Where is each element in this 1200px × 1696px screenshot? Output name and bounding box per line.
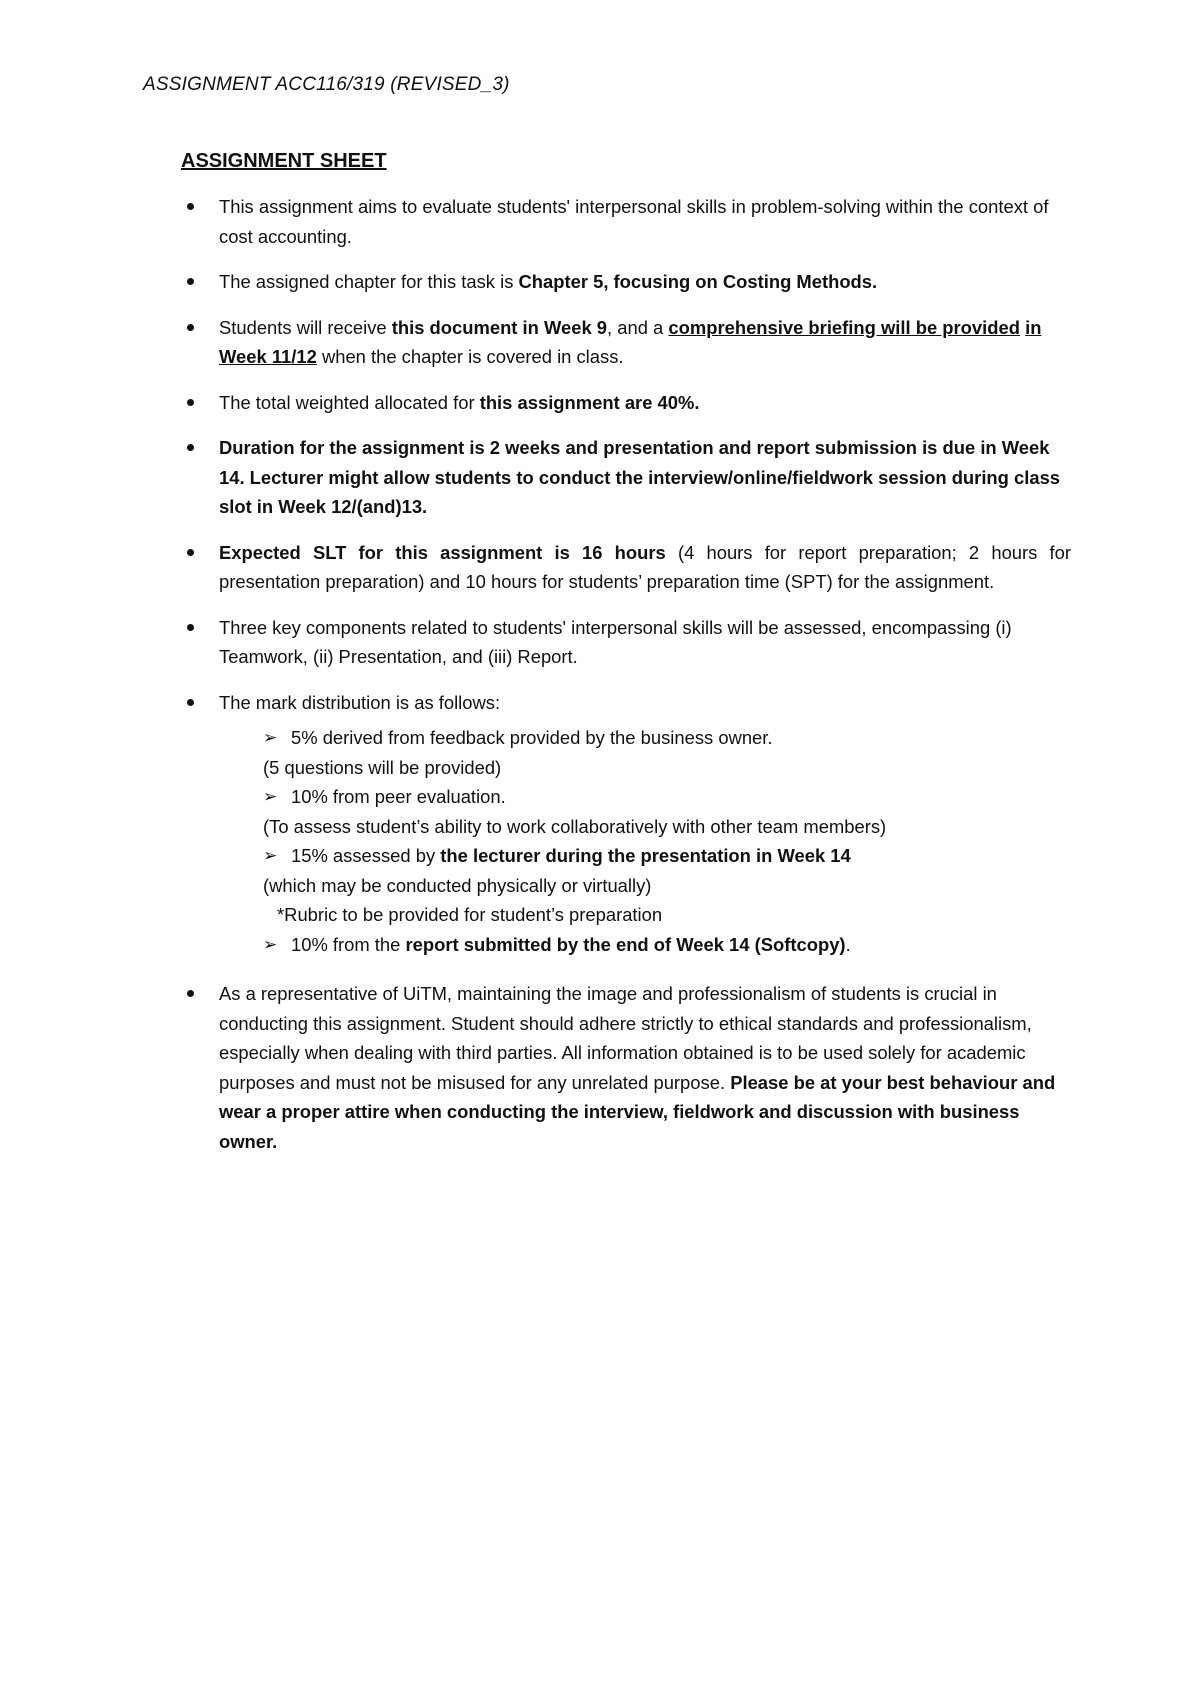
item-text-bold: Please be at your best behaviour and wear a proper attire when conducting the interview, fieldwork and discussion with business owner. — [219, 1071, 1056, 1152]
list-item — [181, 979, 1071, 1156]
mark-text: 5% derived from feedback provided by the business owner. — [291, 727, 773, 748]
list-item — [181, 433, 1071, 522]
mark-text: 10% from the — [291, 933, 406, 955]
mark-text: 15% assessed by — [291, 845, 441, 866]
bullet-dot-icon — [187, 203, 194, 210]
item-text-bold: Chapter 5, focusing on Costing Methods. — [518, 271, 878, 292]
item-text: The total weighted allocated for — [219, 391, 480, 413]
document-title: ASSIGNMENT SHEET — [181, 150, 387, 172]
list-item — [181, 192, 1071, 251]
bullet-dot-icon — [187, 324, 194, 331]
mark-item — [263, 841, 1071, 871]
bullet-dot-icon — [187, 278, 194, 285]
mark-note: (which may be conducted physically or virtually) — [263, 874, 652, 896]
item-text-bold-underlined: in Week 11/12 — [219, 316, 1042, 367]
arrow-bullet-icon: ➢ — [263, 728, 278, 747]
mark-note: (To assess student’s ability to work collaboratively with other team members) — [263, 815, 887, 837]
bullet-list — [181, 192, 1071, 1172]
mark-text-bold: the lecturer during the presentation in Week 14 — [440, 845, 851, 866]
mark-text-bold: report submitted by the end of Week 14 (Softcopy) — [405, 933, 846, 955]
item-text: This assignment aims to evaluate students' interpersonal skills in problem-solving within the context of cost accounting. — [219, 196, 1049, 247]
item-text: The mark distribution is as follows: — [219, 691, 501, 713]
bullet-dot-icon — [187, 444, 194, 451]
item-text: Three key components related to students' interpersonal skills will be assessed, encompassing (i) Teamwork, (ii) Presentation, and (iii) Report. — [219, 616, 1012, 667]
bullet-dot-icon — [187, 990, 194, 997]
list-item — [181, 688, 1071, 960]
arrow-bullet-icon: ➢ — [263, 846, 278, 865]
item-text: , and a — [607, 316, 669, 338]
mark-text: . — [845, 933, 851, 955]
item-text: The assigned chapter for this task is — [219, 271, 519, 292]
list-item — [181, 613, 1071, 672]
mark-distribution-list — [263, 723, 1071, 959]
list-item — [181, 267, 1071, 297]
mark-text: 10% from peer evaluation. — [291, 786, 506, 807]
bullet-dot-icon — [187, 624, 194, 631]
item-text: As a representative of UiTM, maintaining the image and professionalism of students is crucial in conducting this assignment. Student should adhere strictly to ethical standards and professionalism, especially when dealing with third parties. All information obtained is to be used solely for academic purposes and must not be misused for any unrelated purpose. — [219, 983, 1032, 1093]
item-text-bold: Expected SLT for this assignment is 16 hours — [219, 541, 666, 563]
list-item — [181, 538, 1071, 597]
rubric-note: *Rubric to be provided for student’s preparation — [277, 904, 663, 925]
arrow-bullet-icon: ➢ — [263, 787, 278, 806]
item-text-bold-underlined: comprehensive briefing will be provided — [668, 316, 1020, 338]
mark-item — [263, 723, 1071, 753]
mark-item — [263, 930, 1071, 960]
item-text-bold: this document in Week 9 — [391, 316, 608, 338]
item-text: (4 hours for report preparation; 2 hours for presentation preparation) and 10 hours for students’ preparation time (SPT) for the assignment. — [219, 541, 1071, 592]
item-text-bold: this assignment are 40%. — [479, 391, 700, 413]
bullet-dot-icon — [187, 549, 194, 556]
bullet-dot-icon — [187, 399, 194, 406]
item-text-bold: Duration for the assignment is 2 weeks and presentation and report submission is due in Week 14. Lecturer might allow students to conduct the interview/online/fieldwork session during class slot in Week 12/(and)13. — [219, 437, 1061, 517]
mark-item — [263, 782, 1071, 812]
list-item — [181, 313, 1071, 372]
item-text: when the chapter is covered in class. — [316, 346, 624, 367]
document-header: ASSIGNMENT ACC116/319 (REVISED_3) — [143, 74, 510, 95]
arrow-bullet-icon: ➢ — [263, 934, 278, 954]
item-text: Students will receive — [219, 316, 392, 338]
mark-note: (5 questions will be provided) — [263, 756, 502, 778]
list-item — [181, 388, 1071, 418]
bullet-dot-icon — [187, 699, 194, 706]
